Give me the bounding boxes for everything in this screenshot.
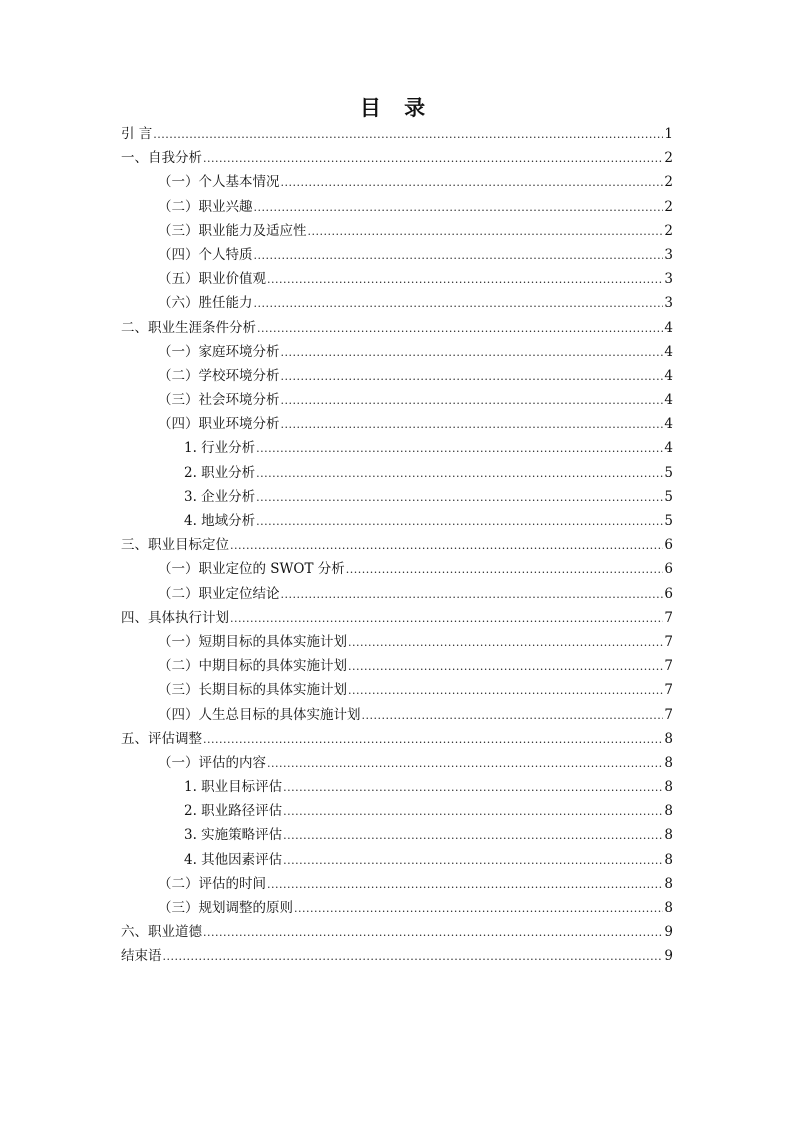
toc-dot-leader: [281, 388, 664, 413]
toc-dot-leader: [256, 436, 663, 461]
toc-dot-leader: [254, 243, 664, 268]
toc-entry-label: （六）胜任能力: [158, 295, 253, 312]
toc-entry-label: 2. 职业分析: [184, 464, 256, 481]
toc-entry[interactable]: [121, 848, 673, 872]
toc-entry-page: 4: [664, 343, 673, 360]
toc-dot-leader: [348, 678, 663, 703]
toc-entry-page: 5: [664, 513, 673, 529]
toc-dot-leader: [203, 727, 663, 752]
toc-entry[interactable]: [121, 436, 673, 460]
toc-dot-leader: [346, 557, 664, 582]
toc-entry[interactable]: [121, 896, 673, 920]
toc-entry[interactable]: [121, 412, 673, 436]
toc-entry[interactable]: [121, 775, 673, 799]
toc-dot-leader: [153, 122, 663, 147]
toc-entry-label: 结束语: [121, 948, 162, 965]
toc-entry-page: 3: [664, 295, 673, 312]
toc-entry-label: （二）评估的时间: [158, 875, 266, 892]
toc-dot-leader: [163, 944, 664, 969]
toc-dot-leader: [203, 920, 663, 945]
toc-entry-page: 6: [664, 537, 673, 554]
toc-entry-page: 1: [664, 126, 673, 142]
toc-entry-page: 8: [664, 779, 673, 796]
toc-entry-page: 9: [664, 924, 673, 941]
toc-entry[interactable]: [121, 219, 673, 243]
toc-title: 目 录: [359, 96, 434, 120]
toc-entry-page: 7: [664, 658, 673, 675]
toc-entry-label: （三）职业能力及适应性: [158, 222, 307, 239]
toc-entry-page: 8: [664, 803, 673, 820]
toc-entry-page: 8: [664, 875, 673, 892]
toc-entry[interactable]: [121, 509, 673, 533]
toc-entry[interactable]: [121, 291, 673, 315]
toc-entry-label: 3. 企业分析: [184, 488, 256, 505]
toc-entry-label: （三）长期目标的具体实施计划: [158, 682, 347, 699]
toc-entry-label: 四、具体执行计划: [121, 609, 229, 626]
toc-dot-leader: [281, 170, 664, 195]
toc-entry[interactable]: [121, 703, 673, 727]
toc-entry-label: 3. 实施策略评估: [184, 827, 283, 844]
toc-dot-leader: [254, 291, 664, 316]
toc-entry-page: 8: [664, 730, 673, 747]
toc-entry-label: （一）职业定位的 SWOT 分析: [158, 561, 345, 578]
toc-entry[interactable]: [121, 944, 673, 968]
toc-entry[interactable]: [121, 799, 673, 823]
toc-entry[interactable]: [121, 146, 673, 170]
toc-dot-leader: [283, 775, 663, 800]
toc-entry[interactable]: [121, 316, 673, 340]
toc-entry-label: （三）规划调整的原则: [158, 900, 293, 916]
toc-entry[interactable]: [121, 727, 673, 751]
toc-dot-leader: [256, 461, 663, 486]
toc-entry-page: 6: [664, 561, 673, 578]
toc-dot-leader: [281, 582, 664, 607]
toc-dot-leader: [348, 630, 663, 655]
toc-entry-label: （四）个人特质: [158, 246, 253, 263]
toc-entry-label: （二）职业兴趣: [158, 198, 253, 215]
toc-entry[interactable]: [121, 461, 673, 485]
toc-entry-page: 7: [664, 706, 673, 723]
toc-entry-label: （一）短期目标的具体实施计划: [158, 633, 347, 650]
toc-entry-label: （三）社会环境分析: [158, 392, 280, 409]
toc-entry[interactable]: [121, 678, 673, 702]
toc-entry[interactable]: [121, 533, 673, 557]
toc-entry-page: 4: [664, 416, 673, 433]
toc-dot-leader: [267, 872, 663, 897]
toc-dot-leader: [281, 364, 664, 389]
toc-entry-page: 2: [664, 174, 673, 191]
toc-entry-page: 4: [664, 367, 673, 384]
toc-entry-page: 3: [664, 246, 673, 263]
toc-entry[interactable]: [121, 485, 673, 509]
toc-dot-leader: [267, 267, 663, 292]
toc-entry-label: 2. 职业路径评估: [184, 803, 283, 820]
toc-entry[interactable]: [121, 920, 673, 944]
toc-dot-leader: [256, 485, 663, 510]
toc-dot-leader: [230, 606, 663, 631]
toc-entry[interactable]: [121, 388, 673, 412]
toc-entry[interactable]: [121, 340, 673, 364]
toc-entry-label: （四）职业环境分析: [158, 416, 280, 433]
toc-entry[interactable]: [121, 606, 673, 630]
toc-entry-page: 7: [664, 609, 673, 626]
toc-entry-label: 1. 职业目标评估: [184, 779, 283, 796]
toc-entry-page: 5: [664, 464, 673, 481]
toc-entry-label: （一）评估的内容: [158, 754, 266, 771]
toc-list: [121, 122, 673, 969]
toc-entry[interactable]: [121, 582, 673, 606]
toc-entry[interactable]: [121, 751, 673, 775]
toc-entry-page: 8: [664, 754, 673, 771]
toc-entry-page: 3: [664, 271, 673, 288]
toc-dot-leader: [267, 751, 663, 776]
toc-entry-page: 2: [664, 198, 673, 215]
toc-dot-leader: [283, 799, 663, 824]
toc-entry-page: 8: [664, 851, 673, 868]
toc-entry-page: 7: [664, 633, 673, 650]
toc-entry[interactable]: [121, 364, 673, 388]
toc-entry-page: 2: [664, 222, 673, 239]
toc-dot-leader: [348, 654, 663, 679]
toc-entry-label: （一）家庭环境分析: [158, 343, 280, 360]
toc-entry-label: 五、评估调整: [121, 730, 202, 747]
toc-dot-leader: [230, 533, 663, 558]
toc-dot-leader: [281, 412, 664, 437]
toc-entry-page: 7: [664, 682, 673, 699]
toc-entry-label: 六、职业道德: [121, 924, 202, 941]
toc-entry-label: 4. 地域分析: [184, 513, 256, 529]
toc-entry-page: 6: [664, 585, 673, 602]
toc-entry-label: （一）个人基本情况: [158, 174, 280, 191]
toc-entry-page: 4: [664, 440, 673, 457]
toc-entry-page: 4: [664, 319, 673, 336]
toc-entry[interactable]: [121, 557, 673, 581]
toc-dot-leader: [281, 340, 664, 365]
toc-entry-page: 4: [664, 392, 673, 409]
toc-dot-leader: [362, 703, 664, 728]
toc-entry-label: 1. 行业分析: [184, 440, 256, 457]
toc-dot-leader: [257, 316, 663, 341]
toc-dot-leader: [203, 146, 663, 171]
toc-dot-leader: [254, 195, 664, 220]
toc-entry-label: （二）中期目标的具体实施计划: [158, 658, 347, 675]
toc-dot-leader: [294, 896, 663, 921]
toc-entry[interactable]: [121, 823, 673, 847]
toc-entry-page: 2: [664, 150, 673, 167]
toc-entry[interactable]: [121, 872, 673, 896]
toc-entry-page: 5: [664, 488, 673, 505]
toc-dot-leader: [283, 848, 663, 873]
toc-entry[interactable]: [121, 654, 673, 678]
toc-entry-page: 9: [664, 948, 673, 965]
toc-entry[interactable]: [121, 243, 673, 267]
toc-entry-page: 8: [664, 827, 673, 844]
toc-dot-leader: [283, 823, 663, 848]
toc-entry-label: 4. 其他因素评估: [184, 851, 283, 868]
toc-entry[interactable]: [121, 267, 673, 291]
toc-entry[interactable]: [121, 122, 673, 146]
toc-entry-label: 三、职业目标定位: [121, 537, 229, 554]
toc-entry-label: （二）职业定位结论: [158, 585, 280, 602]
toc-entry-label: （四）人生总目标的具体实施计划: [158, 706, 361, 723]
toc-dot-leader: [256, 509, 663, 534]
toc-dot-leader: [308, 219, 664, 244]
toc-entry-label: 一、自我分析: [121, 150, 202, 167]
toc-entry-label: （五）职业价值观: [158, 271, 266, 288]
toc-entry-label: （二）学校环境分析: [158, 367, 280, 384]
toc-entry[interactable]: [121, 195, 673, 219]
toc-entry[interactable]: [121, 630, 673, 654]
toc-entry[interactable]: [121, 170, 673, 194]
toc-entry-page: 8: [664, 900, 673, 916]
toc-entry-label: 二、职业生涯条件分析: [121, 319, 256, 336]
toc-entry-label: 引 言: [121, 126, 153, 142]
